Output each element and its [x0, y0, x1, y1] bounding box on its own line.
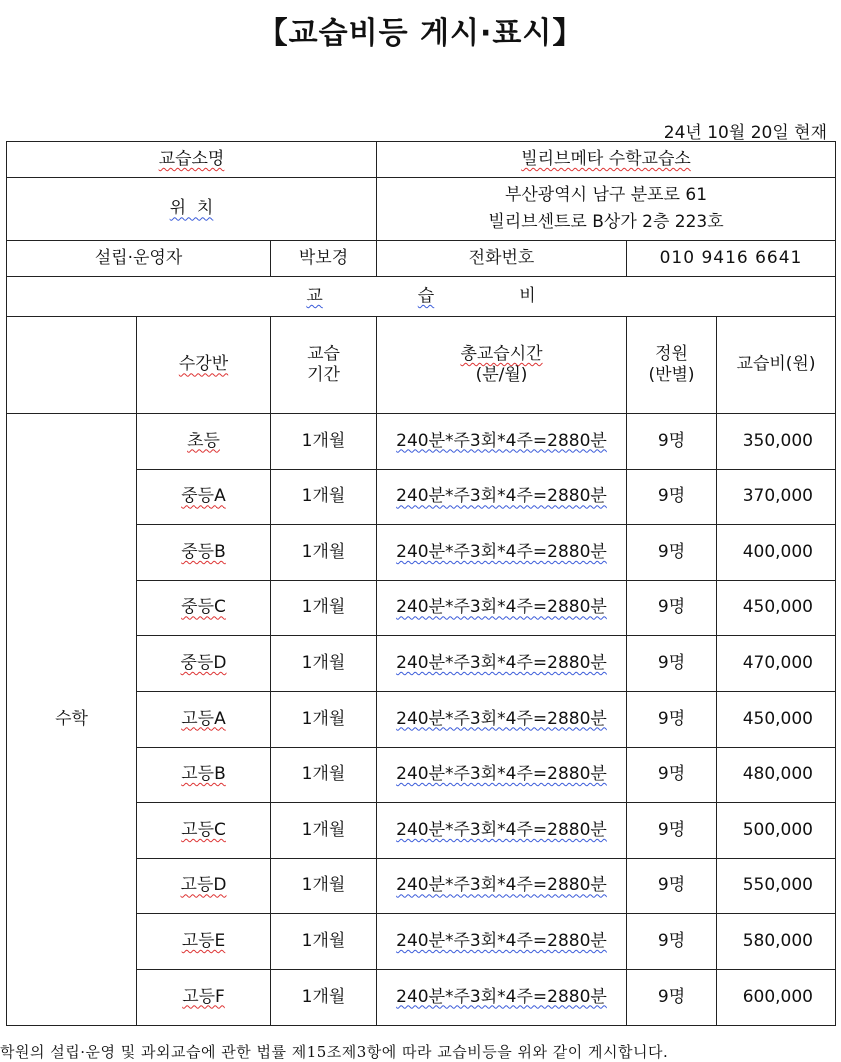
fee-cell: 580,000 — [717, 914, 836, 970]
fee-cell: 350,000 — [717, 414, 836, 470]
operator-label: 설립·운영자 — [7, 241, 271, 277]
hours-cell: 240분*주3회*4주=2880분 — [377, 914, 627, 970]
subject-header-blank — [7, 317, 137, 414]
class-cell: 중등A — [137, 469, 271, 525]
period-cell: 1개월 — [271, 914, 377, 970]
period-cell: 1개월 — [271, 636, 377, 692]
period-cell: 1개월 — [271, 525, 377, 581]
fee-cell: 550,000 — [717, 858, 836, 914]
fee-cell: 480,000 — [717, 747, 836, 803]
class-cell: 고등F — [137, 969, 271, 1025]
period-cell: 1개월 — [271, 691, 377, 747]
subject-cell: 수학 — [7, 414, 137, 1026]
hours-cell: 240분*주3회*4주=2880분 — [377, 691, 627, 747]
capacity-cell: 9명 — [627, 580, 717, 636]
class-cell: 고등A — [137, 691, 271, 747]
capacity-cell: 9명 — [627, 914, 717, 970]
hours-cell: 240분*주3회*4주=2880분 — [377, 636, 627, 692]
capacity-cell: 9명 — [627, 525, 717, 581]
legal-footer-note: 학원의 설립·운영 및 과외교습에 관한 법률 제15조제3항에 따라 교습비등을 위와 같이 게시합니다. — [0, 1043, 669, 1061]
document-title: 【교습비등 게시·표시】 — [257, 16, 584, 51]
name-value: 빌리브메타 수학교습소 — [377, 142, 836, 178]
period-cell: 1개월 — [271, 969, 377, 1025]
location-line1: 부산광역시 남구 분포로 61 — [504, 184, 708, 205]
period-cell: 1개월 — [271, 469, 377, 525]
fee-section-title: 교 습 비 — [7, 277, 836, 317]
hours-cell: 240분*주3회*4주=2880분 — [377, 747, 627, 803]
hours-cell: 240분*주3회*4주=2880분 — [377, 414, 627, 470]
fee-cell: 370,000 — [717, 469, 836, 525]
date-stamp: 24년 10월 20일 현재 — [663, 123, 827, 143]
class-cell: 중등B — [137, 525, 271, 581]
capacity-cell: 9명 — [627, 469, 717, 525]
location-line2: 빌리브센트로 B상가 2층 223호 — [488, 212, 724, 232]
col-header-class: 수강반 — [137, 317, 271, 414]
hours-cell: 240분*주3회*4주=2880분 — [377, 969, 627, 1025]
fee-cell: 450,000 — [717, 580, 836, 636]
hours-cell: 240분*주3회*4주=2880분 — [377, 858, 627, 914]
fee-notice-table — [6, 141, 836, 1026]
period-cell: 1개월 — [271, 414, 377, 470]
period-cell: 1개월 — [271, 747, 377, 803]
class-cell: 중등D — [137, 636, 271, 692]
capacity-cell: 9명 — [627, 691, 717, 747]
period-cell: 1개월 — [271, 580, 377, 636]
col-header-period: 교습 기간 — [271, 317, 377, 414]
name-label: 교습소명 — [7, 142, 377, 178]
fee-cell: 400,000 — [717, 525, 836, 581]
capacity-cell: 9명 — [627, 414, 717, 470]
fee-cell: 500,000 — [717, 803, 836, 859]
fee-cell: 450,000 — [717, 691, 836, 747]
col-header-capacity: 정원 (반별) — [627, 317, 717, 414]
class-cell: 고등E — [137, 914, 271, 970]
fee-cell: 600,000 — [717, 969, 836, 1025]
hours-cell: 240분*주3회*4주=2880분 — [377, 469, 627, 525]
hours-cell: 240분*주3회*4주=2880분 — [377, 803, 627, 859]
class-cell: 중등C — [137, 580, 271, 636]
col-header-fee: 교습비(원) — [717, 317, 836, 414]
class-cell: 고등B — [137, 747, 271, 803]
class-cell: 고등D — [137, 858, 271, 914]
capacity-cell: 9명 — [627, 969, 717, 1025]
fee-row — [7, 414, 836, 470]
location-value — [377, 178, 836, 241]
period-cell: 1개월 — [271, 803, 377, 859]
class-cell: 고등C — [137, 803, 271, 859]
capacity-cell: 9명 — [627, 858, 717, 914]
operator-value: 박보경 — [271, 241, 377, 277]
hours-cell: 240분*주3회*4주=2880분 — [377, 525, 627, 581]
period-cell: 1개월 — [271, 858, 377, 914]
capacity-cell: 9명 — [627, 636, 717, 692]
class-cell: 초등 — [137, 414, 271, 470]
hours-cell: 240분*주3회*4주=2880분 — [377, 580, 627, 636]
col-header-hours: 총교습시간 (분/월) — [377, 317, 627, 414]
phone-value: 010 9416 6641 — [627, 241, 836, 277]
phone-label: 전화번호 — [377, 241, 627, 277]
capacity-cell: 9명 — [627, 803, 717, 859]
fee-cell: 470,000 — [717, 636, 836, 692]
location-label: 위 치 — [7, 178, 377, 241]
capacity-cell: 9명 — [627, 747, 717, 803]
